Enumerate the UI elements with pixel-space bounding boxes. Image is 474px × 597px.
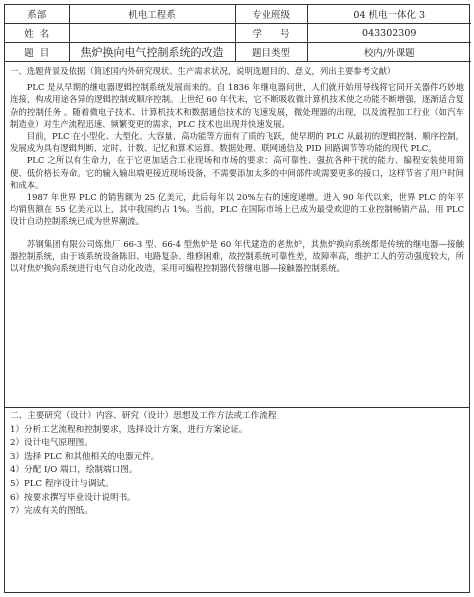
student-id-label: 学 号 <box>235 24 307 43</box>
background-paragraph: 1987 年世界 PLC 的销售额为 25 亿美元，此后每年以 20%左右的速度递增。进入 90 年代以来，世界 PLC 的年平均销售额在 55 亿美元以上，其中我国约占 1%。当前，PLC 在国际市场上已成为最受欢迎的工业控制畅销产品，用 PLC 设计自动控制系统已成为世界潮流。 <box>10 192 464 227</box>
research-item: 2）设计电气原理图。 <box>10 438 93 449</box>
header-row-topic <box>5 43 471 62</box>
research-item: 5）PLC 程序设计与调试。 <box>10 478 114 489</box>
research-content-section <box>5 408 469 519</box>
name-label: 姓 名 <box>5 24 69 43</box>
topic-label: 题 目 <box>5 43 69 62</box>
header-row-department <box>5 5 471 24</box>
class-label: 专业班级 <box>235 5 307 24</box>
background-paragraph: PLC 之所以有生命力，在于它更加适合工业现场和市场的要求：高可靠性、强抗各种干扰的能力、编程安装使用简便、低价格长寿命。它的输入输出端更接近现场设备，不需要添加太多的中间部件或需要更多的接口，这样节省了用户时间和成本。 <box>10 155 464 190</box>
research-item: 1）分析工艺流程和控制要求，选择设计方案，进行方案论证。 <box>10 424 248 435</box>
name-value <box>69 24 235 43</box>
research-item: 7）完成有关的图纸。 <box>10 506 93 517</box>
research-item: 6）按要求撰写毕业设计说明书。 <box>10 492 136 503</box>
research-item: 4）分配 I/O 端口，绘制端口图。 <box>10 465 138 476</box>
background-paragraph: PLC 是从早期的继电器逻辑控制系统发展而来的。自 1836 年继电器问世，人们就开始用导线将它同开关器件巧妙地连接，构成用途各异的逻辑控制或顺序控制。上世纪 60 年代末，它不断吸收微计算机技术使之功能不断增强，逐渐适合复杂的控制任务 。随着微电子技术、计算机技术和数据通信技术的飞速发展，微处理器的出现，以及流程加工行业（如汽车制造业）对生产流程迅速、频繁变更的需求，PLC 技术也出现并快速发展。 <box>10 82 464 129</box>
research-heading: 二、主要研究（设计）内容、研究（设计）思想及工作方法或工作流程 <box>10 411 277 421</box>
topic-value <box>69 43 235 62</box>
topic-type-label: 题目类型 <box>235 43 307 62</box>
student-id-value: 043302309 <box>307 24 471 43</box>
form-header-table <box>5 5 471 62</box>
background-paragraph: 目前，PLC 在小型化、大型化、大容量、高功能等方面有了质的飞跃，使早期的 PLC 从最初的逻辑控制、顺序控制，发展成为具有逻辑判断、定时、计数、记忆和算术运算、数据处理、联网通信及 PID 回路调节等功能的现代 PLC。 <box>10 131 464 154</box>
department-value: 机电工程系 <box>69 5 235 24</box>
background-paragraph: 苏钢集团有限公司炼焦厂 66-3 型、66-4 型焦炉是 60 年代建造的老焦炉，其焦炉换向系统都是传统的继电器—接触器控制系统，由于该系统设备陈旧、电路复杂、维修困难，故控制系统可靠性差，故障率高，维护工人的劳动强度较大，所以对焦炉换向系统进行电气自动化改造，采用可编程控制器代替继电器—接触器控制系统。 <box>10 238 464 274</box>
class-value: 04 机电一体化 3 <box>307 5 471 24</box>
background-heading: 一、选题背景及依据（简述国内外研究现状、生产需求状况，说明选题目的、意义，列出主要参考文献） <box>10 66 396 76</box>
topic-type-value: 校内/外课题 <box>307 43 471 62</box>
research-item: 3）选择 PLC 和其他相关的电器元件。 <box>10 451 160 462</box>
header-row-name <box>5 24 471 43</box>
proposal-form <box>4 4 470 593</box>
department-label: 系部 <box>5 5 69 24</box>
background-section <box>5 62 469 408</box>
topic-title: 焦炉换向电气控制系统的改造 <box>80 46 224 59</box>
